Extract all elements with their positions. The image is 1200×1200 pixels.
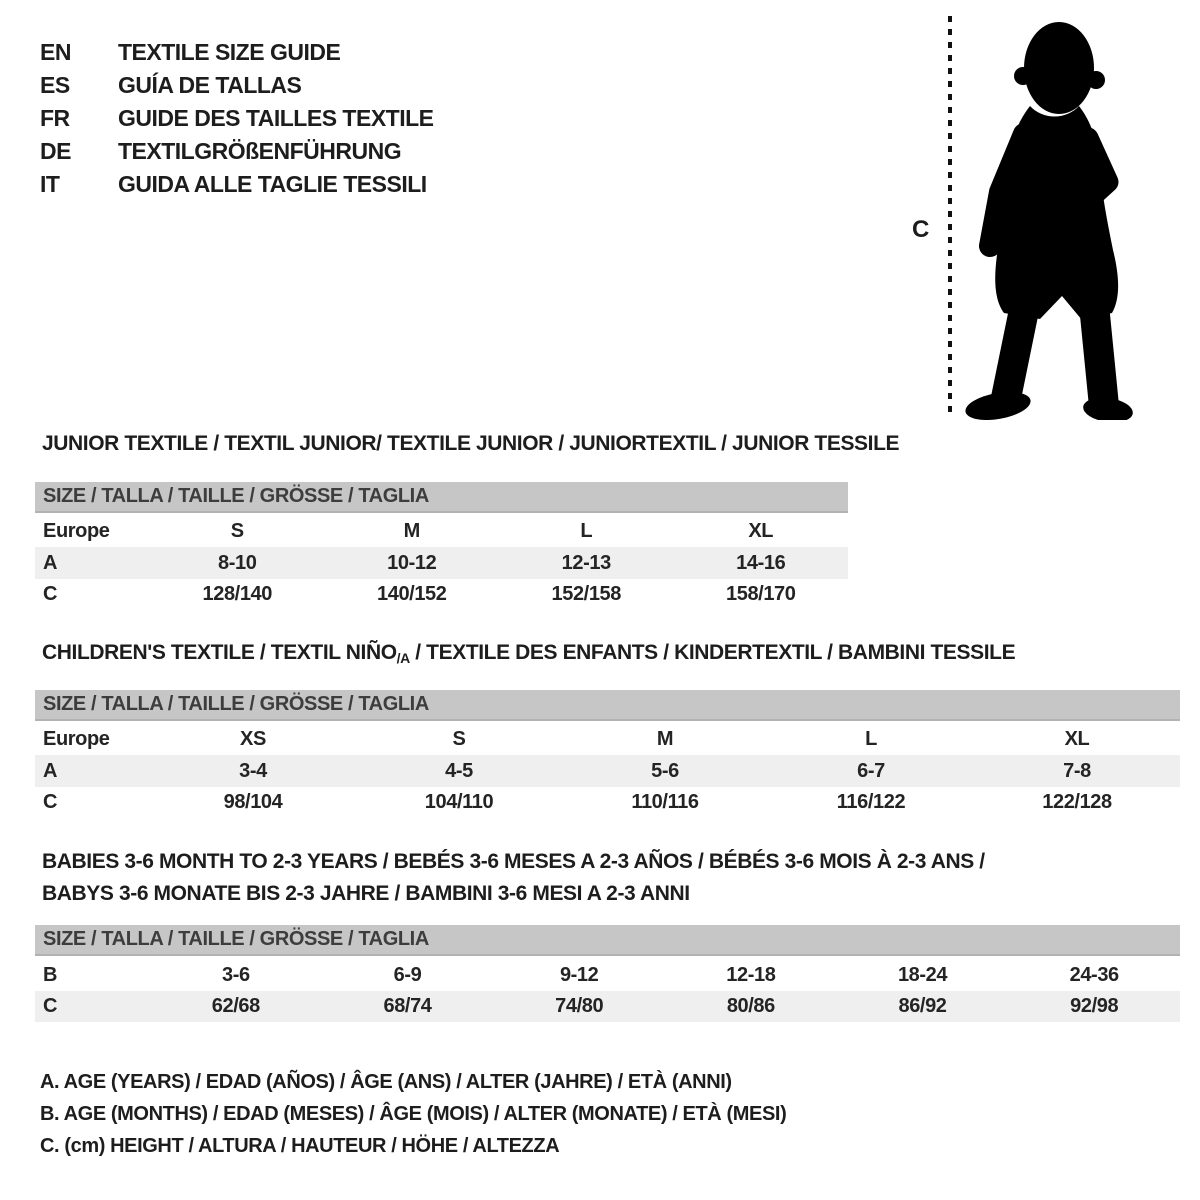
- row-label: A: [43, 551, 58, 574]
- table-cell: 18-24: [897, 964, 948, 986]
- table-cell: 12-13: [561, 551, 611, 574]
- table-cell: 24-36: [1069, 964, 1119, 986]
- size-header-text: SIZE / TALLA / TAILLE / GRÖSSE / TAGLIA: [43, 485, 429, 507]
- row-label: C: [43, 791, 58, 813]
- table-cell: 9-12: [559, 964, 599, 986]
- row-label: Europe: [43, 520, 110, 542]
- table-cell: 74/80: [555, 995, 604, 1017]
- lang-title: TEXTILGRÖßENFÜHRUNG: [118, 138, 402, 164]
- table-cell: 92/98: [1070, 995, 1119, 1017]
- children-height-row: [35, 787, 1180, 818]
- table-cell: 8-10: [218, 551, 257, 574]
- junior-europe-row: [35, 516, 848, 547]
- babies-size-table: [35, 925, 1180, 1022]
- table-cell: 110/116: [631, 791, 699, 813]
- lang-title: TEXTILE SIZE GUIDE: [118, 39, 341, 65]
- size-col-header: XL: [1064, 728, 1090, 750]
- table-cell: 140/152: [377, 583, 447, 605]
- legend-line-b: B. AGE (MONTHS) / EDAD (MESES) / ÂGE (MOIS) / ALTER (MONATE) / ETÀ (MESI): [40, 1103, 787, 1125]
- row-label: Europe: [43, 728, 110, 750]
- children-section-heading: [42, 641, 1015, 666]
- lang-title: GUIDE DES TAILLES TEXTILE: [118, 105, 434, 131]
- row-label: C: [43, 583, 58, 605]
- table-cell: 6-7: [857, 759, 885, 782]
- babies-height-row: [35, 991, 1180, 1022]
- row-label: A: [43, 759, 58, 782]
- measure-legend: [40, 1066, 786, 1162]
- table-cell: 5-6: [651, 759, 679, 782]
- lang-title: GUÍA DE TALLAS: [118, 72, 302, 98]
- children-age-row: [35, 755, 1180, 787]
- size-col-header: S: [230, 520, 244, 542]
- lang-code: DE: [40, 138, 71, 164]
- size-col-header: M: [656, 728, 674, 750]
- table-cell: 12-18: [726, 964, 776, 986]
- lang-row-it: [40, 168, 434, 201]
- babies-heading-line2: BABYS 3-6 MONATE BIS 2-3 JAHRE / BAMBINI 3-6 MESI A 2-3 ANNI: [42, 882, 690, 905]
- lang-code: ES: [40, 72, 70, 98]
- children-europe-row: [35, 724, 1180, 755]
- legend-line-c: C. (cm) HEIGHT / ALTURA / HAUTEUR / HÖHE / ALTEZZA: [40, 1135, 560, 1157]
- lang-title: GUIDA ALLE TAGLIE TESSILI: [118, 171, 427, 197]
- language-title-list: [40, 36, 434, 201]
- size-col-header: S: [452, 728, 466, 750]
- junior-age-row: [35, 547, 848, 579]
- table-cell: 98/104: [223, 791, 283, 813]
- children-heading-pre: CHILDREN'S TEXTILE / TEXTIL NIÑO: [42, 641, 397, 664]
- lang-row-de: [40, 135, 434, 168]
- lang-code: IT: [40, 171, 60, 197]
- babies-months-row: [35, 960, 1180, 991]
- table-cell: 10-12: [387, 551, 437, 574]
- lang-row-fr: [40, 102, 434, 135]
- table-cell: 116/122: [836, 791, 906, 813]
- table-cell: 68/74: [383, 995, 432, 1017]
- junior-section-heading: JUNIOR TEXTILE / TEXTIL JUNIOR/ TEXTILE JUNIOR / JUNIORTEXTIL / JUNIOR TESSILE: [42, 432, 900, 455]
- size-col-header: M: [403, 520, 420, 542]
- height-measure-label: C: [912, 216, 930, 243]
- size-header-text: SIZE / TALLA / TAILLE / GRÖSSE / TAGLIA: [43, 693, 429, 715]
- children-heading-sub: /A: [396, 650, 410, 666]
- table-cell: 4-5: [445, 759, 473, 782]
- lang-code: FR: [40, 105, 70, 131]
- table-cell: 80/86: [726, 995, 775, 1017]
- size-col-header: L: [580, 520, 593, 542]
- table-cell: 62/68: [211, 995, 260, 1017]
- babies-size-header-bar: [35, 925, 1180, 956]
- junior-height-row: [35, 579, 848, 610]
- children-heading-post: / TEXTILE DES ENFANTS / KINDERTEXTIL / BAMBINI TESSILE: [409, 641, 1016, 664]
- table-cell: 14-16: [736, 551, 786, 574]
- table-cell: 7-8: [1063, 759, 1091, 782]
- table-cell: 152/158: [551, 583, 621, 605]
- toddler-silhouette-icon: [940, 10, 1145, 420]
- lang-row-en: [40, 36, 434, 69]
- lang-row-es: [40, 69, 434, 102]
- babies-heading-line1: BABIES 3-6 MONTH TO 2-3 YEARS / BEBÉS 3-6 MESES A 2-3 AÑOS / BÉBÉS 3-6 MOIS À 2-3 ANS /: [42, 850, 985, 873]
- size-col-header: L: [865, 728, 877, 750]
- children-size-header-bar: [35, 690, 1180, 721]
- row-label: B: [43, 964, 58, 986]
- table-cell: 128/140: [202, 583, 272, 605]
- size-col-header: XL: [748, 520, 774, 542]
- table-cell: 6-9: [393, 964, 422, 986]
- table-cell: 104/110: [424, 791, 494, 813]
- table-cell: 3-6: [221, 964, 250, 986]
- junior-size-table: [35, 482, 848, 610]
- table-cell: 86/92: [898, 995, 947, 1017]
- babies-section-heading: [42, 846, 985, 910]
- table-cell: 158/170: [726, 583, 796, 605]
- size-col-header: XS: [240, 728, 266, 750]
- table-cell: 3-4: [239, 759, 267, 782]
- row-label: C: [43, 995, 58, 1017]
- legend-line-a: A. AGE (YEARS) / EDAD (AÑOS) / ÂGE (ANS) / ALTER (JAHRE) / ETÀ (ANNI): [40, 1071, 732, 1093]
- lang-code: EN: [40, 39, 71, 65]
- size-header-text: SIZE / TALLA / TAILLE / GRÖSSE / TAGLIA: [43, 928, 429, 950]
- table-cell: 122/128: [1042, 791, 1112, 813]
- junior-size-header-bar: [35, 482, 848, 513]
- children-size-table: [35, 690, 1180, 818]
